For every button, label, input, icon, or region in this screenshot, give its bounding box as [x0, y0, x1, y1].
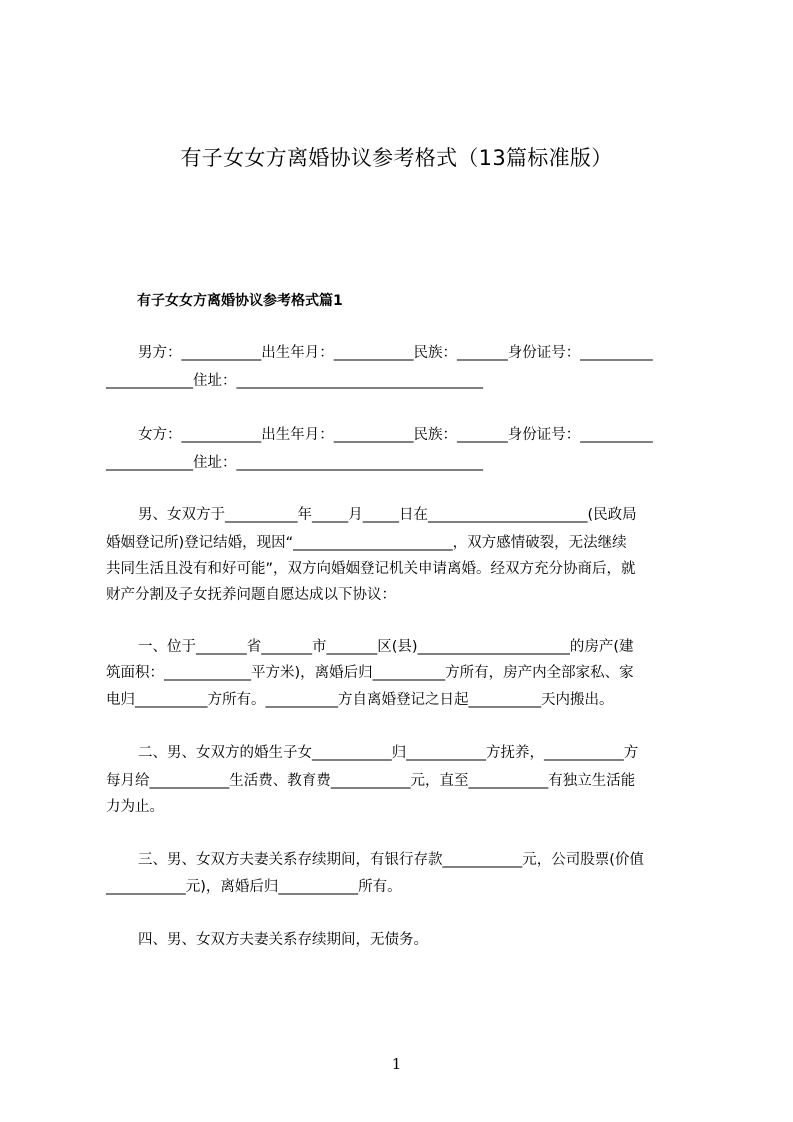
document-title: 有子女女方离婚协议参考格式（13篇标准版） [180, 146, 613, 170]
paragraph-line: 力为止。 [106, 799, 164, 815]
paragraph-line: ____________住址：__________________________________ [106, 373, 483, 389]
paragraph-line: 女方：___________出生年月：___________民族：_______身份证号：__________ [138, 427, 653, 443]
paragraph-line: ___________元)，离婚后归___________所有。 [106, 879, 402, 895]
paragraph-line: 三、男、女双方夫妻关系存续期间，有银行存款___________元，公司股票(价值 [138, 852, 644, 868]
paragraph-line: 每月给___________生活费、教育费___________元，直至___________有独立生活能 [106, 773, 636, 789]
page-number: 1 [391, 1055, 402, 1073]
paragraph-line: ____________住址：__________________________________ [106, 455, 483, 471]
section-heading: 有子女女方离婚协议参考格式篇1 [137, 293, 343, 309]
paragraph-line: 电归__________方所有。__________方自离婚登记之日起__________天内搬出。 [106, 692, 614, 708]
paragraph-line: 四、男、女双方夫妻关系存续期间，无债务。 [138, 932, 428, 948]
paragraph-line: 财产分割及子女抚养问题自愿达成以下协议： [106, 587, 396, 603]
paragraph-line: 一、位于_______省_______市_______区(县)_____________________的房产(建 [138, 639, 634, 655]
paragraph-line: 男、女双方于__________年_____月_____日在______________________(民政局 [138, 507, 637, 523]
paragraph-line: 男方：___________出生年月：___________民族：_______身份证号：__________ [138, 345, 653, 361]
paragraph-line: 筑面积：____________平方米)，离婚后归__________方所有，房产内全部家私、家 [106, 665, 634, 681]
paragraph-line: 二、男、女双方的婚生子女___________归___________方抚养，___________方 [138, 745, 639, 761]
paragraph-line: 共同生活且没有和好可能”，双方向婚姻登记机关申请离婚。经双方充分协商后，就 [106, 561, 636, 577]
paragraph-line: 婚姻登记所)登记结婚，现因“______________________，双方感情破裂，无法继续 [106, 535, 627, 551]
